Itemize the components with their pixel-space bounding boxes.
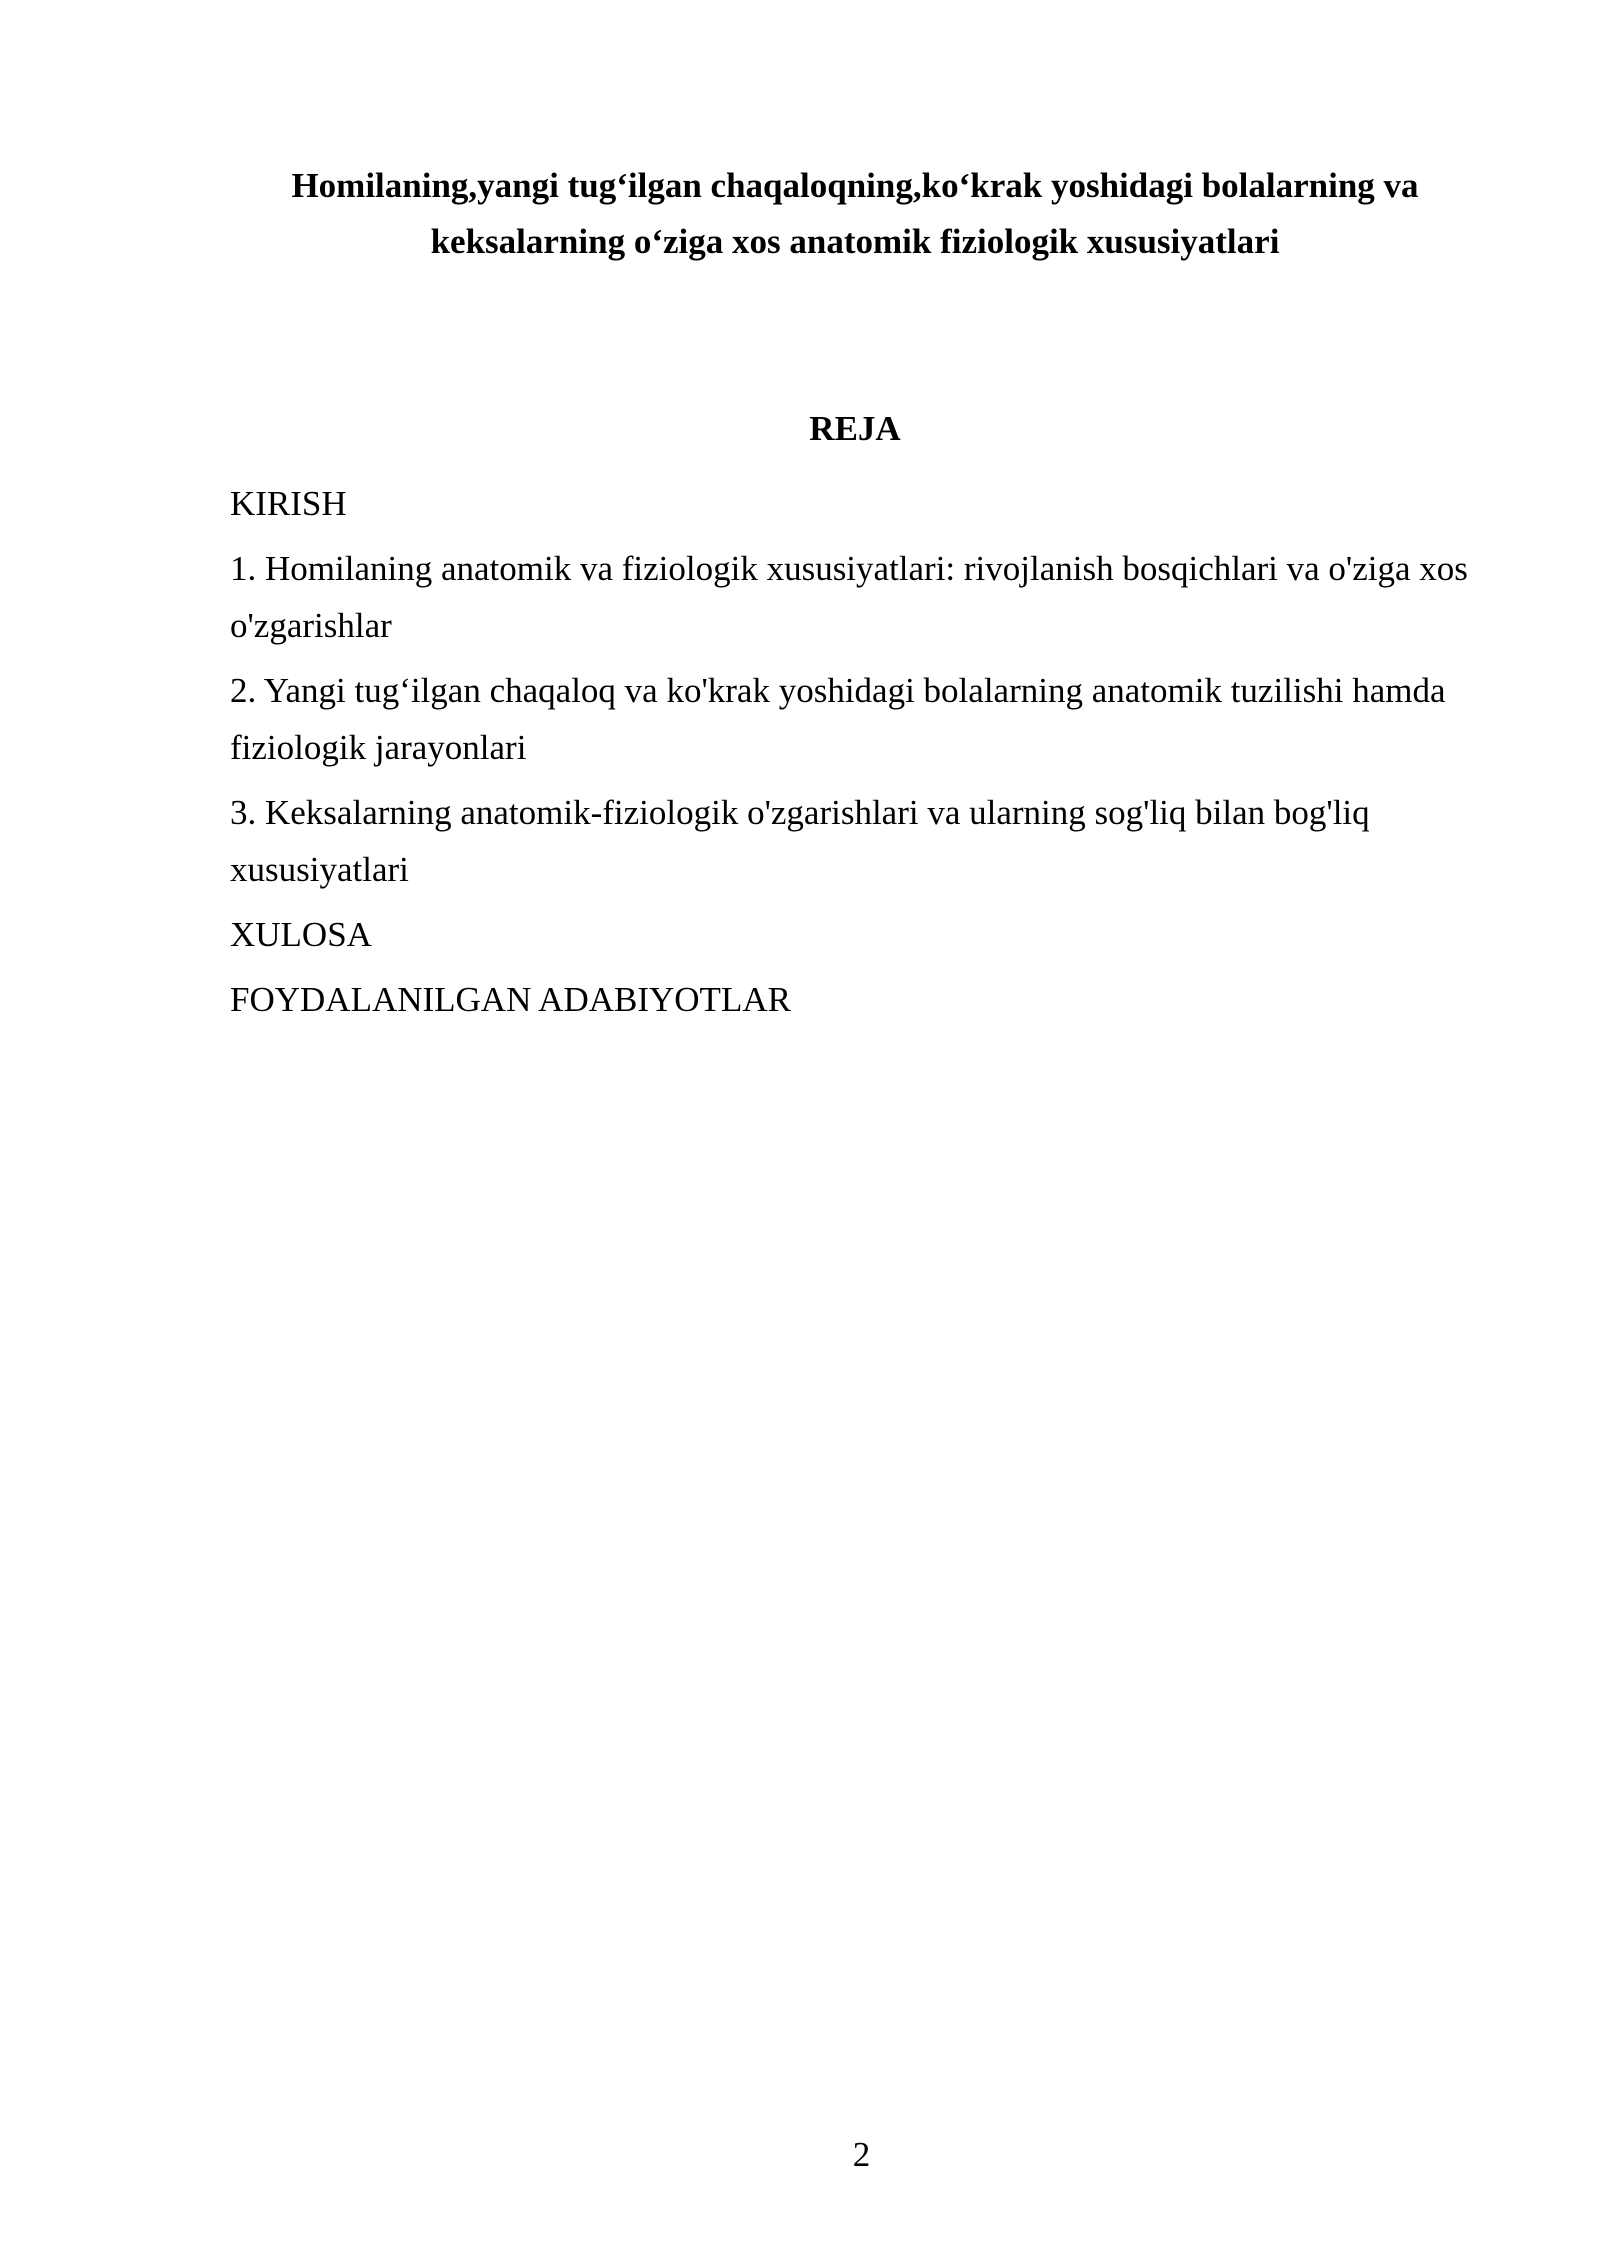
plan-list	[230, 475, 1480, 1036]
plan-item-2: 2. Yangi tug‘ilgan chaqaloq va ko'krak yoshidagi bolalarning anatomik tuzilishi hamda fiziologik jarayonlari	[230, 671, 1446, 767]
page-number: 2	[852, 2135, 871, 2174]
plan-item-introduction: KIRISH	[230, 484, 347, 523]
plan-heading: REJA	[809, 409, 901, 448]
plan-item-3: 3. Keksalarning anatomik-fiziologik o'zgarishlari va ularning sog'liq bilan bog'liq xususiyatlari	[230, 793, 1370, 889]
plan-item-references: FOYDALANILGAN ADABIYOTLAR	[230, 980, 791, 1019]
plan-item-1: 1. Homilaning anatomik va fiziologik xususiyatlari: rivojlanish bosqichlari va o'ziga xos o'zgarishlar	[230, 549, 1468, 645]
document-title: Homilaning,yangi tug‘ilgan chaqaloqning,ko‘krak yoshidagi bolalarning va keksalarning o‘ziga xos anatomik fiziologik xususiyatlari	[291, 166, 1419, 261]
plan-item-conclusion: XULOSA	[230, 915, 372, 954]
